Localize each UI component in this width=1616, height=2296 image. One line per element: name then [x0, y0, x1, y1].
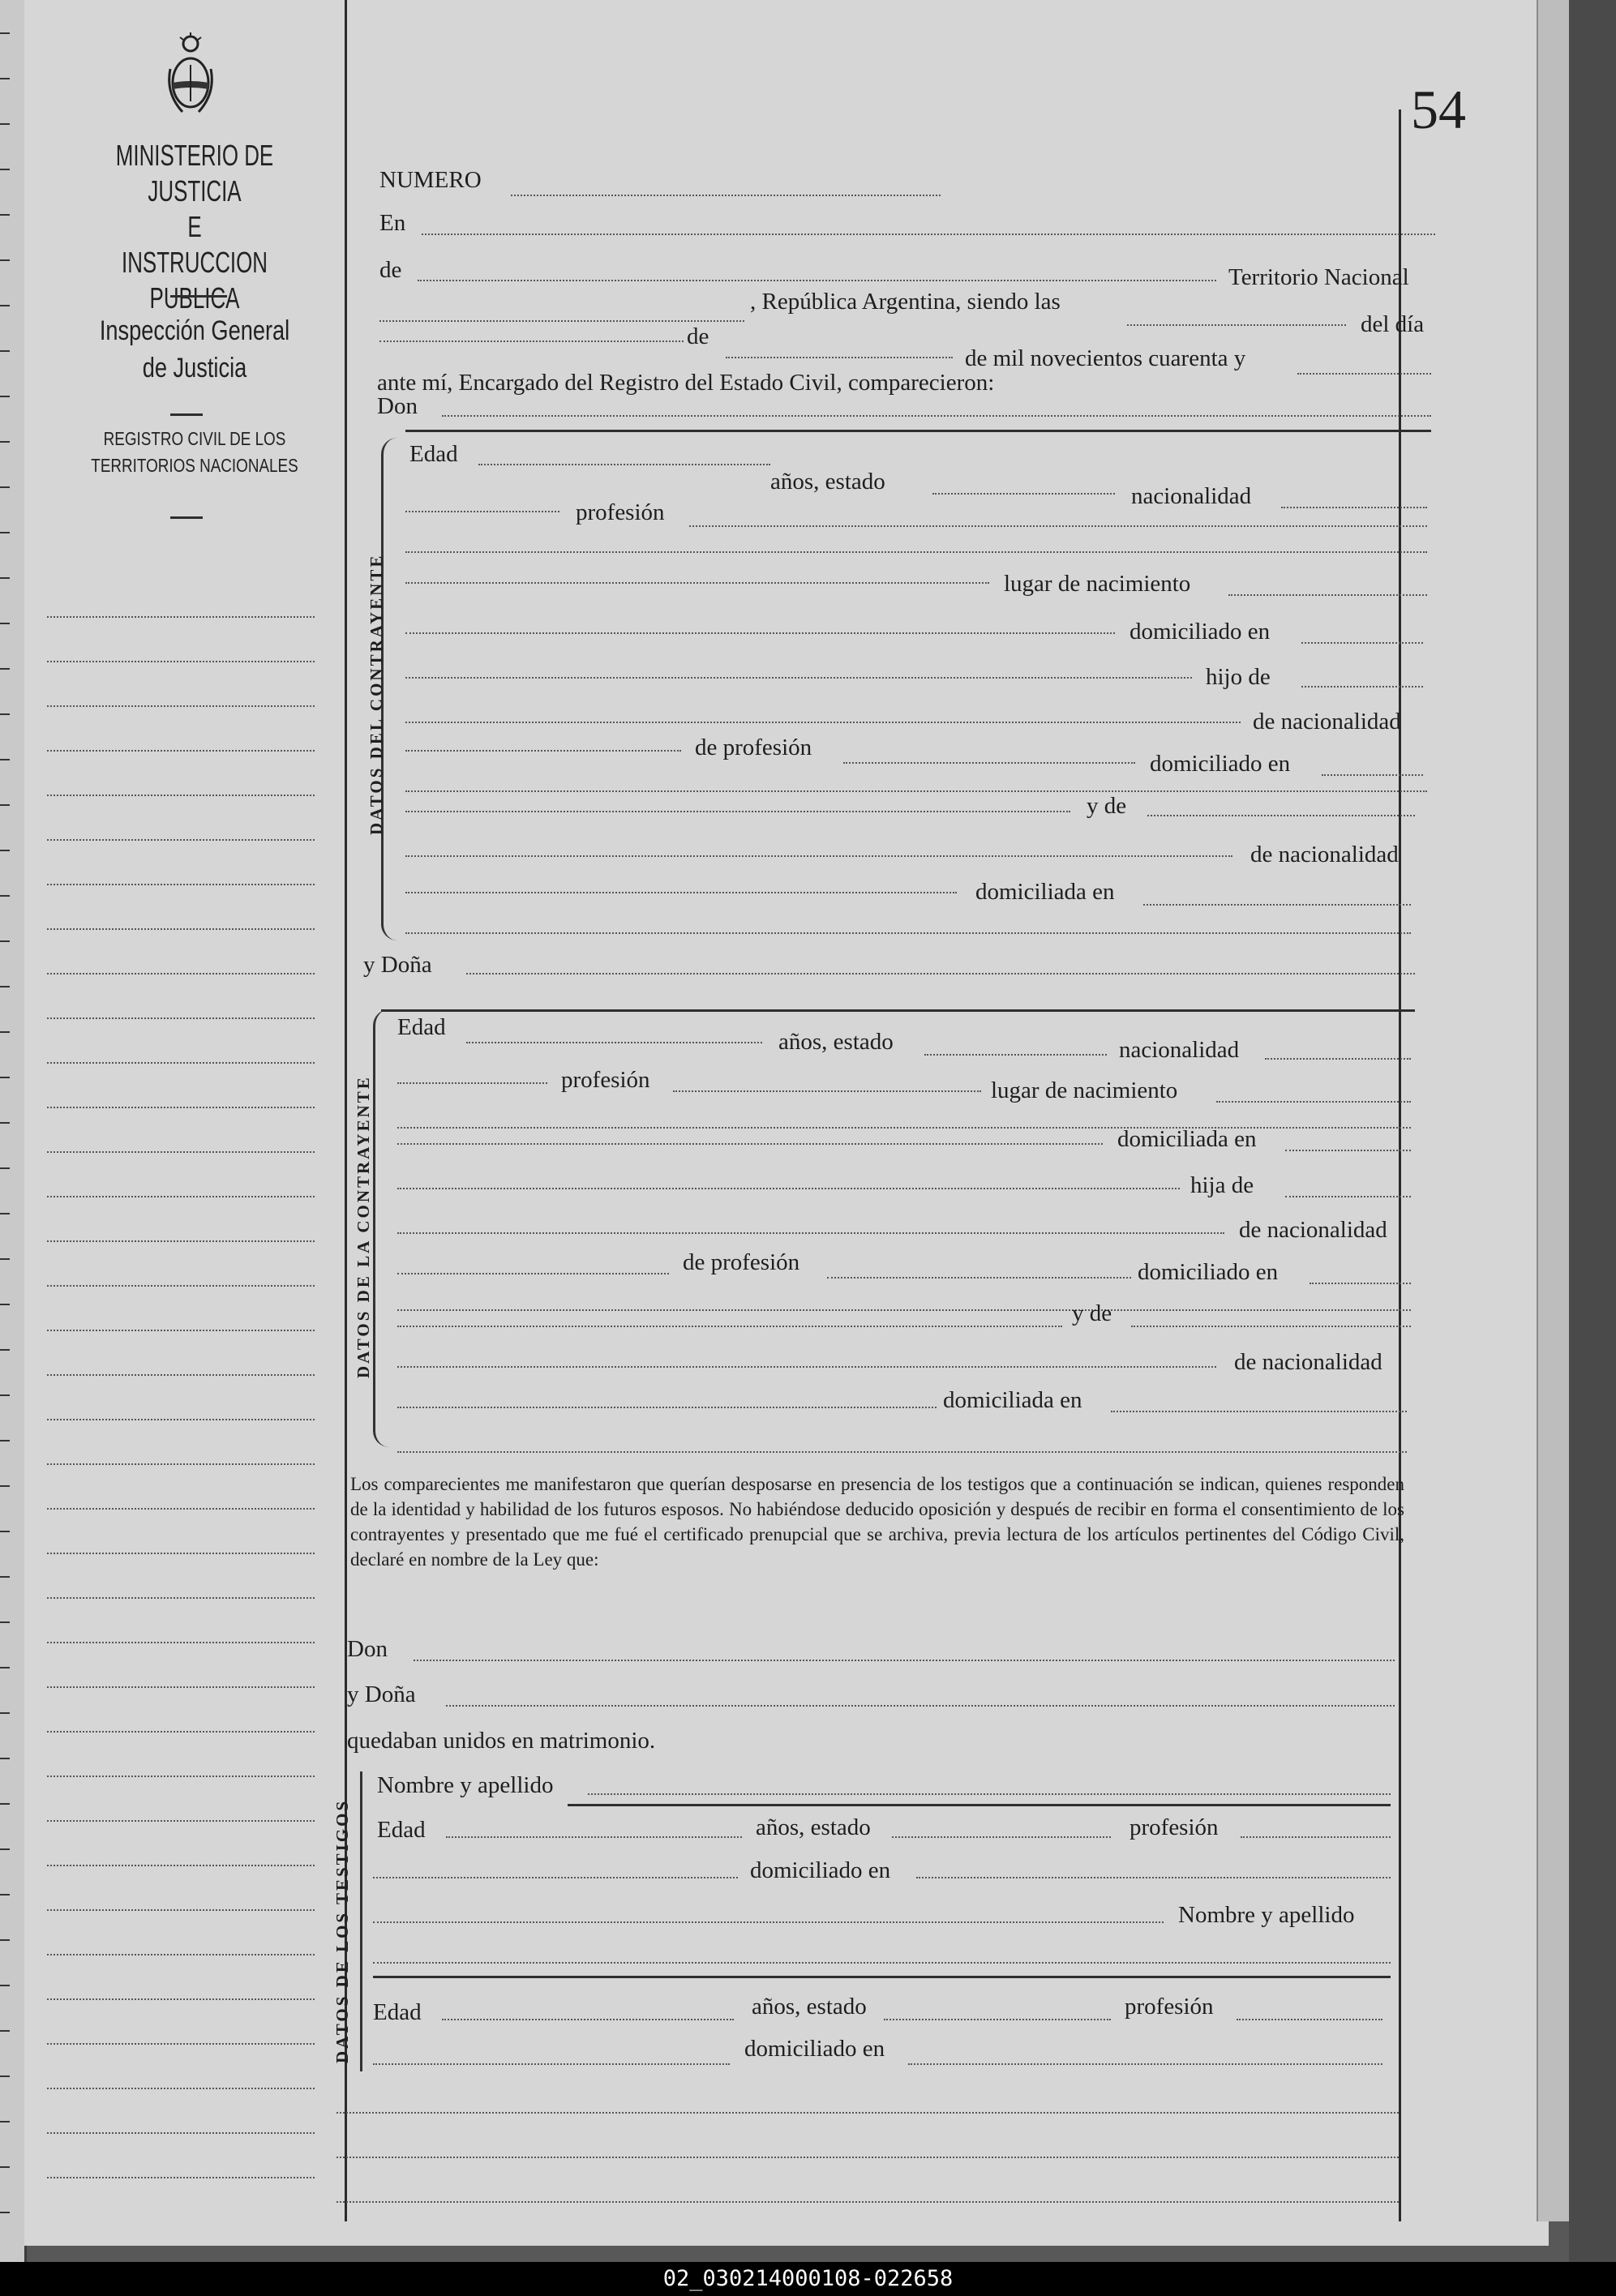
- margin-ruled-line: [47, 1642, 315, 1643]
- label-y-de: y de: [1087, 793, 1127, 819]
- field-edad[interactable]: [466, 1042, 762, 1043]
- field-line[interactable]: [405, 750, 681, 752]
- margin-ruled-line: [47, 1776, 315, 1777]
- label-lugar-nacimiento: lugar de nacimiento: [991, 1077, 1178, 1103]
- previous-page-tick: [0, 305, 10, 306]
- inspection-line-1: Inspección General: [99, 315, 290, 346]
- label-nacionalidad: nacionalidad: [1119, 1037, 1240, 1063]
- field-profesion[interactable]: [673, 1090, 981, 1092]
- label-domiciliada-en-2: domiciliada en: [943, 1387, 1082, 1413]
- previous-page-tick: [0, 78, 10, 79]
- margin-ruled-line: [47, 1463, 315, 1465]
- field-line[interactable]: [397, 1082, 547, 1084]
- previous-page-tick: [0, 1758, 10, 1759]
- margin-ruled-line: [47, 973, 315, 975]
- margin-ruled-line: [47, 884, 315, 885]
- previous-page-tick: [0, 986, 10, 987]
- previous-page-tick: [0, 441, 10, 443]
- margin-ruled-line: [47, 1686, 315, 1688]
- ministry-line-3: INSTRUCCION PUBLICA: [122, 246, 268, 315]
- label-ante-mi: ante mí, Encargado del Registro del Estado Civil, comparecieron:: [377, 370, 995, 396]
- field-line[interactable]: [405, 632, 1115, 634]
- field-witness1-edad[interactable]: [446, 1836, 742, 1838]
- label-lugar-nacimiento: lugar de nacimiento: [1004, 571, 1191, 597]
- registry-title: [75, 426, 314, 479]
- field-husband-name[interactable]: [414, 1660, 1395, 1661]
- field-witness2-edad[interactable]: [442, 2019, 734, 2020]
- margin-ruled-line: [47, 1062, 315, 1064]
- previous-page-tick: [0, 350, 10, 352]
- right-rule: [1399, 109, 1401, 2221]
- previous-page-tick: [0, 1031, 10, 1033]
- label-de-month: de: [687, 323, 709, 349]
- margin-ruled-line: [47, 1330, 315, 1331]
- previous-page-tick: [0, 759, 10, 760]
- margin-ruled-line: [47, 1553, 315, 1554]
- previous-page-tick: [0, 623, 10, 624]
- previous-page-tick: [0, 1077, 10, 1078]
- header-divider: [170, 413, 203, 416]
- previous-page-tick: [0, 1213, 10, 1214]
- previous-page-tick: [0, 1167, 10, 1169]
- label-edad: Edad: [377, 1817, 426, 1843]
- previous-page-tick: [0, 1848, 10, 1850]
- previous-page-tick: [0, 214, 10, 216]
- label-numero: NUMERO: [379, 167, 482, 193]
- field-estado[interactable]: [932, 493, 1115, 495]
- field-witness2-name[interactable]: [373, 1962, 1391, 1964]
- margin-ruled-line: [47, 661, 315, 662]
- label-anos-estado: años, estado: [770, 469, 885, 495]
- registry-line-2: TERRITORIOS NACIONALES: [91, 455, 298, 476]
- previous-page-tick: [0, 1485, 10, 1487]
- previous-page-tick: [0, 2121, 10, 2123]
- field-numero[interactable]: [511, 195, 941, 196]
- previous-page-tick: [0, 1304, 10, 1305]
- previous-page-tick: [0, 259, 10, 261]
- field-line[interactable]: [373, 2063, 730, 2065]
- field-line[interactable]: [397, 1407, 937, 1408]
- field-line[interactable]: [405, 551, 1427, 553]
- field-witness2-estado[interactable]: [884, 2019, 1111, 2020]
- field-domiciliada[interactable]: [1143, 904, 1411, 906]
- previous-page-tick: [0, 1894, 10, 1895]
- bride-bracket: [373, 1009, 392, 1447]
- field-estado[interactable]: [924, 1054, 1107, 1056]
- previous-page-tick: [0, 396, 10, 397]
- field-de-profesion[interactable]: [843, 762, 1135, 764]
- field-witness1-name[interactable]: [588, 1793, 1391, 1795]
- previous-page-tick: [0, 1349, 10, 1351]
- previous-page-tick: [0, 1122, 10, 1124]
- field-nac-cont[interactable]: [405, 511, 559, 512]
- field-domiciliada[interactable]: [1111, 1411, 1407, 1412]
- label-del-dia: del día: [1361, 311, 1425, 337]
- margin-ruled-line: [47, 839, 315, 841]
- field-city[interactable]: [379, 320, 744, 322]
- label-nombre-apellido-2: Nombre y apellido: [1178, 1902, 1355, 1928]
- previous-page-tick: [0, 577, 10, 579]
- ministry-line-1: MINISTERIO DE JUSTICIA: [115, 139, 274, 208]
- margin-ruled-line: [47, 1731, 315, 1733]
- label-de-nacionalidad: de nacionalidad: [1239, 1217, 1387, 1243]
- label-y-dona: y Doña: [347, 1681, 416, 1707]
- inspection-title: [78, 312, 311, 387]
- field-hija-de[interactable]: [1285, 1196, 1411, 1197]
- previous-page-tick: [0, 668, 10, 670]
- field-line[interactable]: [397, 1366, 1216, 1368]
- margin-ruled-line: [47, 1374, 315, 1376]
- label-nombre-apellido: Nombre y apellido: [377, 1772, 554, 1798]
- label-de-profesion: de profesión: [695, 735, 812, 760]
- margin-ruled-line: [47, 795, 315, 796]
- margin-ruled-line: [47, 1419, 315, 1420]
- margin-ruled-line: [47, 1820, 315, 1822]
- label-de-nacionalidad: de nacionalidad: [1253, 709, 1401, 735]
- label-y-de: y de: [1072, 1300, 1112, 1326]
- ministry-title: [89, 138, 299, 316]
- field-line[interactable]: [336, 2157, 1399, 2158]
- previous-page-tick: [0, 1621, 10, 1623]
- label-territorio: Territorio Nacional: [1228, 264, 1409, 290]
- field-profesion[interactable]: [689, 525, 1427, 527]
- page-number: 54: [1411, 79, 1466, 140]
- header-divider: [170, 516, 203, 519]
- field-line[interactable]: [336, 2112, 1399, 2114]
- field-witness2-domicilio[interactable]: [908, 2063, 1382, 2065]
- previous-page-tick: [0, 532, 10, 533]
- label-hijo-de: hijo de: [1206, 664, 1271, 690]
- previous-page-tick: [0, 1531, 10, 1532]
- field-line[interactable]: [397, 1451, 1407, 1453]
- previous-page-tick: [0, 2212, 10, 2213]
- label-anos-estado: años, estado: [756, 1814, 871, 1840]
- inspection-line-2: de Justicia: [142, 353, 247, 383]
- previous-page-tick: [0, 850, 10, 851]
- coat-of-arms-icon: [162, 32, 219, 122]
- witness-side-label: DATOS DE LOS TESTIGOS: [332, 1798, 352, 2063]
- section-rule: [405, 430, 1431, 432]
- registry-line-1: REGISTRO CIVIL DE LOS: [103, 428, 286, 449]
- field-domicilio-2[interactable]: [1322, 774, 1423, 776]
- field-nacionalidad[interactable]: [1265, 1058, 1411, 1060]
- field-witness1-estado[interactable]: [892, 1836, 1111, 1838]
- margin-ruled-line: [47, 1285, 315, 1287]
- margin-ruled-line: [47, 1240, 315, 1242]
- label-profesion-2: profesión: [1125, 1994, 1214, 2020]
- field-line[interactable]: [373, 1921, 1164, 1923]
- field-line[interactable]: [397, 1188, 1180, 1189]
- margin-ruled-line: [47, 1865, 315, 1866]
- label-de-profesion: de profesión: [683, 1249, 800, 1275]
- field-y-de[interactable]: [1147, 815, 1415, 816]
- field-year[interactable]: [1297, 373, 1431, 375]
- margin-ruled-line: [47, 750, 315, 752]
- label-de-nacionalidad-2: de nacionalidad: [1250, 842, 1399, 867]
- previous-page-tick: [0, 486, 10, 488]
- previous-page-tick: [0, 1440, 10, 1441]
- margin-ruled-line: [47, 1196, 315, 1197]
- previous-page-tick: [0, 32, 10, 34]
- field-nacionalidad[interactable]: [1281, 507, 1427, 508]
- label-de: de: [379, 257, 402, 283]
- previous-page-tick: [0, 1258, 10, 1260]
- previous-page-tick: [0, 1939, 10, 1941]
- field-line[interactable]: [405, 677, 1192, 679]
- label-profesion: profesión: [576, 499, 665, 525]
- label-en: En: [379, 210, 406, 236]
- book-spine: [1537, 0, 1571, 2221]
- field-hour[interactable]: [1127, 324, 1346, 326]
- margin-ruled-line: [47, 928, 315, 930]
- label-don: Don: [347, 1636, 388, 1662]
- label-quedaban: quedaban unidos en matrimonio.: [347, 1728, 656, 1754]
- field-lugar-nacimiento[interactable]: [1228, 594, 1427, 596]
- field-line[interactable]: [405, 790, 1427, 792]
- margin-ruled-line: [47, 2177, 315, 2178]
- label-domiciliada-en: domiciliada en: [1117, 1126, 1257, 1152]
- field-line[interactable]: [336, 2201, 1399, 2203]
- previous-page-tick: [0, 1985, 10, 1986]
- section-rule: [373, 1976, 1391, 1978]
- field-groom-name[interactable]: [442, 415, 1431, 417]
- previous-page-tick: [0, 169, 10, 170]
- field-line[interactable]: [405, 932, 1411, 934]
- field-line[interactable]: [405, 582, 989, 584]
- label-mil: de mil novecientos cuarenta y: [965, 345, 1246, 371]
- field-witness2-profesion[interactable]: [1237, 2019, 1382, 2020]
- margin-ruled-line: [47, 1909, 315, 1911]
- label-domiciliado-en-2: domiciliado en: [1150, 751, 1291, 777]
- field-domicilio[interactable]: [1285, 1150, 1411, 1151]
- field-line[interactable]: [405, 855, 1232, 857]
- margin-ruled-line: [47, 616, 315, 618]
- label-hija-de: hija de: [1190, 1172, 1254, 1198]
- previous-page-tick: [0, 1394, 10, 1396]
- previous-page-tick: [0, 2030, 10, 2032]
- previous-page-edge: [0, 0, 27, 2262]
- previous-page-tick: [0, 123, 10, 125]
- field-edad[interactable]: [478, 464, 770, 465]
- margin-ruled-line: [47, 2043, 315, 2045]
- label-don: Don: [377, 393, 418, 419]
- field-month[interactable]: [726, 357, 953, 358]
- label-domiciliado-en-2: domiciliado en: [744, 2036, 885, 2062]
- field-line[interactable]: [397, 1326, 1062, 1327]
- label-republica: , República Argentina, siendo las: [750, 289, 1061, 315]
- groom-side-label: DATOS DEL CONTRAYENTE: [366, 553, 386, 835]
- field-line[interactable]: [405, 892, 957, 893]
- previous-page-tick: [0, 895, 10, 897]
- previous-page-tick: [0, 713, 10, 715]
- label-domiciliado-en: domiciliado en: [1129, 619, 1271, 645]
- previous-page-tick: [0, 804, 10, 806]
- field-line[interactable]: [397, 1232, 1224, 1234]
- section-rule: [381, 1009, 1415, 1012]
- field-line[interactable]: [405, 811, 1070, 812]
- field-wife-name[interactable]: [446, 1705, 1395, 1707]
- field-domicilio[interactable]: [1301, 642, 1423, 644]
- margin-ruled-line: [47, 1017, 315, 1019]
- margin-ruled-line: [47, 705, 315, 707]
- field-lugar-nacimiento[interactable]: [1216, 1101, 1411, 1103]
- field-line[interactable]: [397, 1273, 669, 1274]
- field-day[interactable]: [379, 341, 684, 342]
- margin-ruled-line: [47, 2132, 315, 2134]
- declaration-paragraph: Los comparecientes me manifestaron que querían desposarse en presencia de los testigos que a continuación se indican, quienes responden de la identidad y habilidad de los futuros esposos. No habiéndose deducido oposición y después de recibir en forma el consentimiento de los contrayentes y presentado que me fué el certificado prenupcial que se archiva, previa lectura de los artículos pertinentes del Código Civil, declaré en nombre de la Ley que:: [350, 1474, 1404, 1570]
- field-y-de[interactable]: [1131, 1326, 1411, 1327]
- margin-ruled-line: [47, 1998, 315, 2000]
- margin-ruled-line: [47, 2088, 315, 2089]
- field-en[interactable]: [422, 233, 1435, 235]
- label-edad-2: Edad: [373, 1999, 422, 2025]
- ministry-line-2: E: [187, 210, 202, 243]
- field-line[interactable]: [405, 722, 1241, 723]
- bride-side-label: DATOS DE LA CONTRAYENTE: [354, 1075, 373, 1378]
- field-de[interactable]: [418, 280, 1216, 281]
- label-de-nacionalidad-2: de nacionalidad: [1234, 1349, 1382, 1375]
- previous-page-tick: [0, 2166, 10, 2168]
- label-profesion: profesión: [1129, 1814, 1219, 1840]
- label-domiciliado-en: domiciliado en: [750, 1857, 891, 1883]
- field-de-profesion[interactable]: [827, 1277, 1131, 1279]
- previous-page-tick: [0, 1667, 10, 1668]
- previous-page-tick: [0, 2075, 10, 2077]
- image-caption: 02_030214000108-022658: [0, 2262, 1616, 2296]
- label-edad: Edad: [397, 1014, 446, 1040]
- book-cover: [1569, 0, 1616, 2262]
- field-witness1-domicilio[interactable]: [916, 1877, 1391, 1878]
- margin-ruled-line: [47, 1954, 315, 1955]
- label-anos-estado: años, estado: [778, 1029, 894, 1055]
- header-divider: [170, 295, 227, 298]
- previous-page-tick: [0, 1803, 10, 1805]
- label-nacionalidad: nacionalidad: [1131, 483, 1252, 509]
- field-domicilio-2[interactable]: [1310, 1283, 1411, 1284]
- field-bride-name[interactable]: [466, 973, 1415, 975]
- field-line[interactable]: [397, 1143, 1103, 1145]
- field-line[interactable]: [373, 1877, 738, 1878]
- previous-page-tick: [0, 1712, 10, 1714]
- previous-page-tick: [0, 940, 10, 942]
- margin-ruled-line: [47, 1597, 315, 1599]
- field-line[interactable]: [397, 1127, 1411, 1129]
- section-rule: [568, 1804, 1391, 1806]
- field-hijo-de[interactable]: [1301, 686, 1423, 688]
- label-profesion: profesión: [561, 1067, 650, 1093]
- margin-ruled-line: [47, 1508, 315, 1510]
- previous-page-tick: [0, 1576, 10, 1578]
- margin-ruled-line: [47, 1151, 315, 1153]
- margin-ruled-line: [47, 1107, 315, 1108]
- field-line[interactable]: [397, 1309, 1411, 1311]
- label-y-dona: y Doña: [363, 952, 432, 978]
- label-domiciliada-en: domiciliada en: [975, 879, 1115, 905]
- label-edad: Edad: [409, 441, 458, 467]
- label-anos-estado-2: años, estado: [752, 1994, 867, 2020]
- label-domiciliado-en: domiciliado en: [1138, 1259, 1279, 1285]
- field-witness1-profesion[interactable]: [1241, 1836, 1391, 1838]
